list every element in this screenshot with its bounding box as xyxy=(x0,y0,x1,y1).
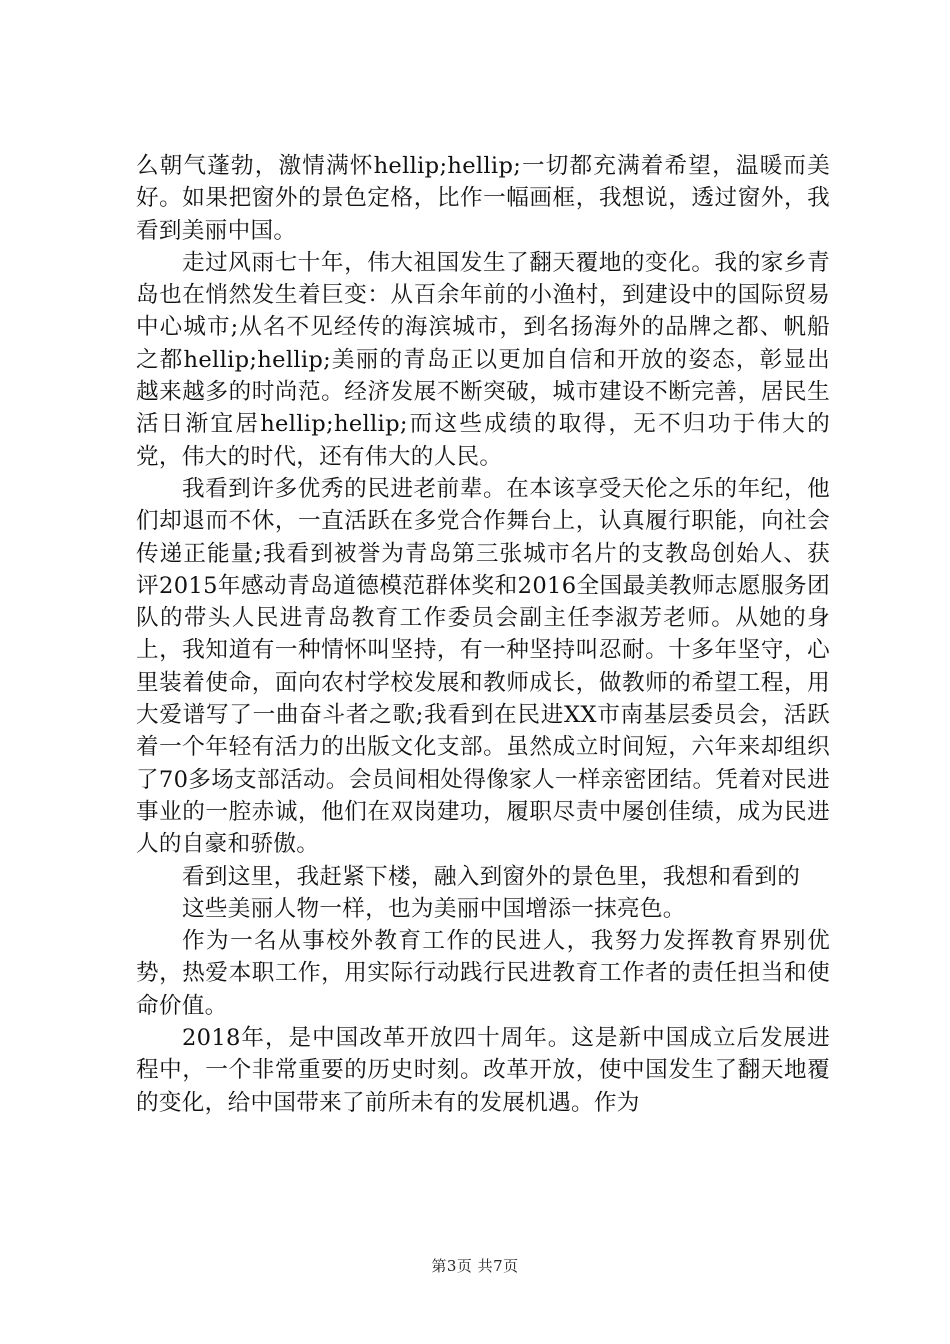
paragraph-qingdao-changes: 走过风雨七十年，伟大祖国发生了翻天覆地的变化。我的家乡青岛也在悄然发生着巨变：从百余年前的小渔村，到建设中的国际贸易中心城市;从名不见经传的海滨城市，到名扬海外的品牌之都、帆船之都hellip;hellip;美丽的青岛正以更加自信和开放的姿态，彰显出越来越多的时尚范。经济发展不断突破，城市建设不断完善，居民生活日渐宜居hellip;hellip;而这些成绩的取得，无不归功于伟大的党，伟大的时代，还有伟大的人民。 xyxy=(136,249,830,470)
page-number-footer: 第3页 共7页 xyxy=(431,1257,519,1275)
paragraph-education-role: 作为一名从事校外教育工作的民进人，我努力发挥教育界别优势，热爱本职工作，用实际行动践行民进教育工作者的责任担当和使命价值。 xyxy=(136,928,830,1019)
paragraph-minjin-members: 我看到许多优秀的民进老前辈。在本该享受天伦之乐的年纪，他们却退而不休，一直活跃在多党合作舞台上，认真履行职能，向社会传递正能量;我看到被誉为青岛第三张城市名片的支教岛创始人、获评2015年感动青岛道德模范群体奖和2016全国最美教师志愿服务团队的带头人民进青岛教育工作委员会副主任李淑芳老师。从她的身上，我知道有一种情怀叫坚持，有一种坚持叫忍耐。十多年坚守，心里装着使命，面向农村学校发展和教师成长，做教师的希望工程，用大爱谱写了一曲奋斗者之歌;我看到在民进XX市南基层委员会，活跃着一个年轻有活力的出版文化支部。虽然成立时间短，六年来却组织了70多场支部活动。会员间相处得像家人一样亲密团结。凭着对民进事业的一腔赤诚，他们在双岗建功，履职尽责中屡创佳绩，成为民进人的自豪和骄傲。 xyxy=(136,475,830,858)
document-body xyxy=(136,150,830,1119)
paragraph-continuation: 么朝气蓬勃，激情满怀hellip;hellip;一切都充满着希望，温暖而美好。如果把窗外的景色定格，比作一幅画框，我想说，透过窗外，我看到美丽中国。 xyxy=(136,153,830,244)
paragraph-beautiful-people: 这些美丽人物一样，也为美丽中国增添一抹亮色。 xyxy=(182,895,686,922)
paragraph-reform-2018: 2018年，是中国改革开放四十周年。这是新中国成立后发展进程中，一个非常重要的历史时刻。改革开放，使中国发生了翻天地覆的变化，给中国带来了前所未有的发展机遇。作为 xyxy=(136,1025,830,1116)
paragraph-go-downstairs: 看到这里，我赶紧下楼，融入到窗外的景色里，我想和看到的 xyxy=(182,863,801,890)
